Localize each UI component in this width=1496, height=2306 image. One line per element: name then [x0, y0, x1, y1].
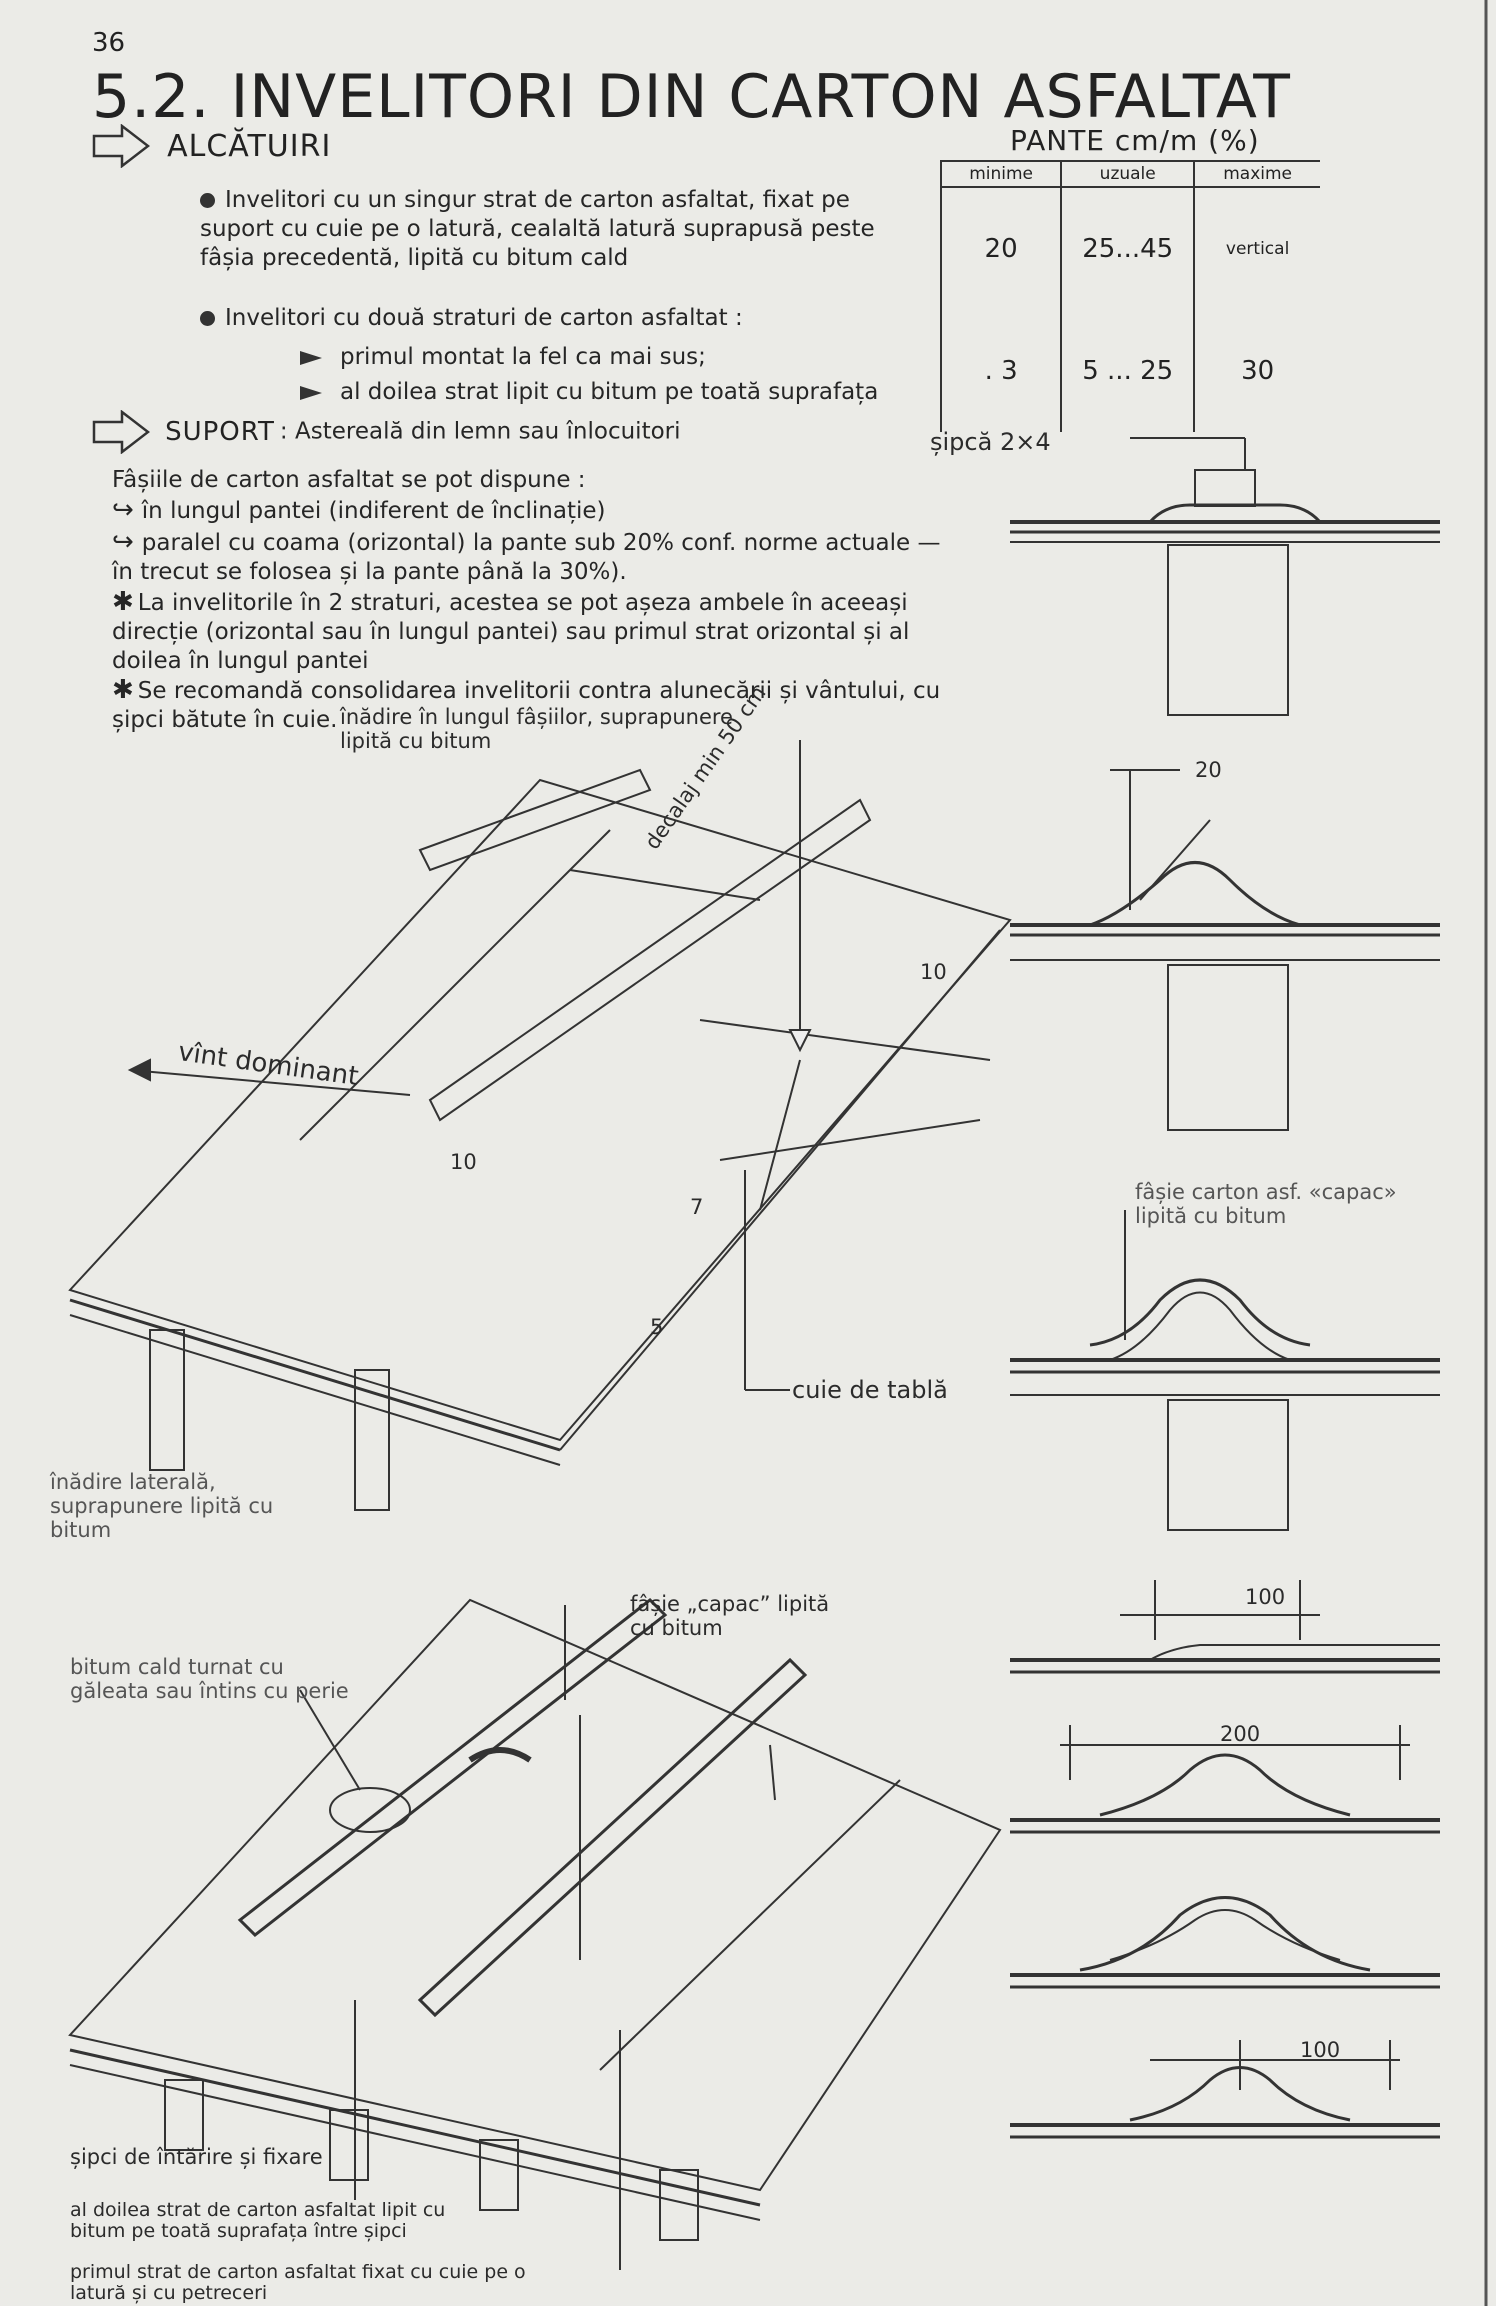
pante-col-minime: minime — [941, 161, 1061, 187]
table-cell: 5 ... 25 — [1061, 310, 1194, 432]
suport-text: : Astereală din lemn sau înlocuitori — [279, 418, 681, 445]
table-row — [941, 310, 1320, 432]
label-dim-5: 5 — [650, 1315, 664, 1339]
triangle-bullet-icon — [300, 351, 322, 365]
label-innadire-lat: înădire laterală, suprapunere lipită cu bitum — [50, 1470, 274, 1542]
pante-table — [940, 160, 1320, 432]
label-primul: primul strat de carton asfaltat fixat cu cuie pe o latură și cu petreceri — [70, 2261, 526, 2304]
table-cell: 20 — [941, 187, 1061, 310]
suport-note-2: ✱ Se recomandă consolidarea invelitorii contra alunecării și vântului, cu șipci bătute în cuie. — [112, 675, 941, 733]
pante-col-maxime: maxime — [1194, 161, 1320, 187]
suport-note-1: ✱ La invelitorile în 2 straturi, acestea se pot așeza ambele în aceeași direcție (orizontal sau în lungul pantei) sau primul strat orizontal și al doilea în lungul pantei — [112, 587, 910, 674]
detail-ridge-2 — [1010, 1210, 1440, 1530]
alcatuiri-heading-row — [92, 124, 331, 168]
alcatuiri-item-1: Invelitori cu un singur strat de carton asfaltat, fixat pe suport cu cuie pe o latură, cealaltă latură suprapusă peste fâșia precedentă, lipită cu bitum cald — [200, 187, 875, 271]
label-dim-100a: 100 — [1245, 1585, 1286, 1609]
hollow-arrow-icon — [92, 410, 150, 454]
bullet-icon — [200, 193, 215, 208]
detail-sipca — [1010, 438, 1440, 715]
table-cell: vertical — [1194, 187, 1320, 310]
alcatuiri-subitem-2: al doilea strat lipit cu bitum pe toată suprafața — [300, 378, 940, 407]
label-dim-7: 7 — [690, 1195, 704, 1219]
asterisk-icon: ✱ — [112, 587, 134, 617]
detail-ridge-1 — [1010, 770, 1440, 1130]
label-fisie-carton: fâșie carton asf. «capac» lipită cu bitum — [1135, 1180, 1397, 1228]
label-decalaj: decalaj min 50 cm — [640, 681, 771, 854]
label-innadire-lung: înădire în lungul fâșiilor, suprapunere lipită cu bitum — [340, 705, 733, 753]
table-cell: . 3 — [941, 310, 1061, 432]
alcatuiri-item-2: Invelitori cu două straturi de carton asfaltat : — [200, 304, 930, 333]
alcatuiri-heading: ALCĂTUIRI — [167, 128, 332, 164]
label-dim-200: 200 — [1220, 1722, 1261, 1746]
table-cell: 25...45 — [1061, 187, 1194, 310]
table-cell: 30 — [1194, 310, 1320, 432]
suport-line-2: ↪ în lungul pantei (indiferent de înclinație) — [112, 495, 606, 525]
label-sipca: șipcă 2×4 — [930, 428, 1051, 456]
page-number: 36 — [92, 28, 126, 58]
suport-line-3: ↪ paralel cu coama (orizontal) la pante sub 20% conf. norme actuale — în trecut se folosea și la pante până la 30%). — [112, 527, 941, 585]
hook-arrow-icon: ↪ — [112, 527, 134, 557]
label-vint: vînt dominant — [176, 1037, 361, 1093]
alcatuiri-subitem-1: primul montat la fel ca mai sus; — [300, 343, 940, 372]
detail-overlaps — [1010, 1580, 1440, 2137]
label-dim-100b: 100 — [1300, 2038, 1341, 2062]
suport-heading: SUPORT — [165, 417, 275, 447]
label-dim-10: 10 — [920, 960, 947, 984]
suport-line-1: Fâșiile de carton asfaltat se pot dispune : — [112, 467, 586, 493]
pante-col-uzuale: uzuale — [1061, 161, 1194, 187]
hollow-arrow-icon — [92, 124, 150, 168]
pante-heading: PANTE cm/m (%) — [1010, 124, 1260, 157]
label-dim-20: 20 — [1195, 758, 1222, 782]
hook-arrow-icon: ↪ — [112, 495, 134, 525]
bullet-icon — [200, 311, 215, 326]
triangle-bullet-icon — [300, 386, 322, 400]
label-fisie-capac: fâșie „capac” lipită cu bitum — [630, 1592, 830, 1640]
label-sipci-intarire: șipci de întărire și fixare — [70, 2145, 323, 2169]
label-dim-10b: 10 — [450, 1150, 477, 1174]
table-row — [941, 187, 1320, 310]
asterisk-icon: ✱ — [112, 675, 134, 705]
label-cuie: cuie de tablă — [792, 1376, 948, 1404]
page-title: 5.2. INVELITORI DIN CARTON ASFALTAT — [92, 62, 1291, 132]
label-bitum-cald: bitum cald turnat cu găleata sau întins cu perie — [70, 1655, 349, 1703]
label-al-doilea: al doilea strat de carton asfaltat lipit cu bitum pe toată suprafața între șipci — [70, 2199, 446, 2242]
suport-heading-row — [92, 410, 681, 454]
